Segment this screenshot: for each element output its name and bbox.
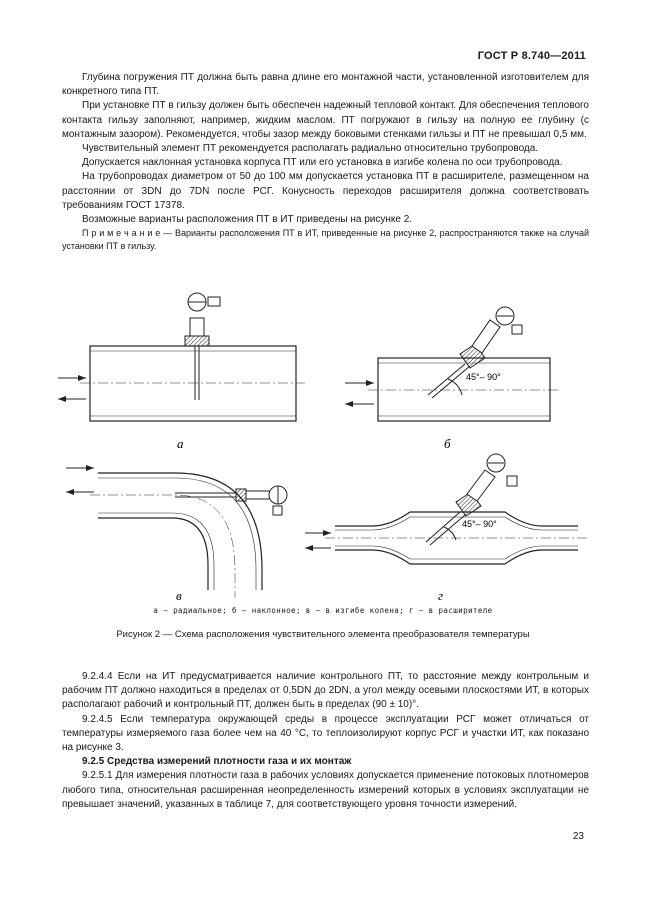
label-b: б xyxy=(444,436,451,451)
paragraph: 9.2.4.5 Если температура окружающей среды в процессе эксплуатации РСГ может отличаться от температуры измеряемого газа более чем на 40 °С, то теплоизолируют корпус РСГ и участки ИТ, как показано на рисунке 3. xyxy=(62,713,589,754)
angle-b: 45°– 90° xyxy=(466,372,501,382)
variant-b-pipe xyxy=(368,358,560,421)
paragraph: 9.2.5.1 Для измерения плотности газа в рабочих условиях допускается применение потоковых плотномеров любого типа, относительная расширенная неопределенность измерений которых в условиях эксплуатации не превышает значений, указанных в таблице 7, для соответствующего уровня точности измерений. xyxy=(62,770,589,810)
paragraph: Глубина погружения ПТ должна быть равна длине его монтажной части, установленной изготовителем для конкретного типа ПТ. xyxy=(62,72,589,98)
paragraph: Чувствительный элемент ПТ рекомендуется располагать радиально относительно трубопровода. xyxy=(82,143,539,155)
note-text: — Варианты расположения ПТ в ИТ, приведенные на рисунке 2, распространяются также на случай установки ПТ в гильзу. xyxy=(62,228,589,251)
body-text-bottom xyxy=(62,670,589,812)
paragraph: 9.2.4.4 Если на ИТ предусматривается наличие контрольного ПТ, то расстояние между контрольным и рабочим ПТ должно находиться в пределах от 0,5DN до 2DN, а угол между осевыми плоскостями ИТ, в которых располагают рабочий и контрольный ПТ, должен быть в пределах (90 ± 10)°. xyxy=(62,671,589,711)
paragraph: При установке ПТ в гильзу должен быть обеспечен надежный тепловой контакт. Для обеспечения теплового контакта гильзу заполняют, например, жидким маслом. ПТ погружают в гильзу на полную ее глубину (с монтажным зазором). Рекомендуется, чтобы зазор между боковыми стенками гильзы и ПТ не превышал 0,5 мм. xyxy=(62,100,589,140)
body-text-top xyxy=(62,71,589,252)
section-title: 9.2.5 Средства измерений плотности газа и их монтаж xyxy=(82,756,352,768)
figure-caption: Рисунок 2 — Схема расположения чувствительного элемента преобразователя температуры xyxy=(116,629,530,640)
angle-g: 45°– 90° xyxy=(462,519,497,529)
variant-v-sensor xyxy=(175,486,287,515)
document-header: ГОСТ Р 8.740—2011 xyxy=(477,50,586,62)
paragraph: На трубопроводах диаметром от 50 до 100 мм допускается установка ПТ в расширителе, размещенном на расстоянии от 3DN до 7DN после РСГ. Конусность переходов расширителя должна соответствовать требованиям ГОСТ 17378. xyxy=(62,171,589,211)
label-g: г xyxy=(438,588,444,603)
note-prefix: П р и м е ч а н и е xyxy=(82,228,161,239)
note xyxy=(62,227,589,252)
label-a: а xyxy=(177,436,184,451)
label-v: в xyxy=(176,588,182,603)
paragraph: Допускается наклонная установка корпуса ПТ или его установка в изгибе колена по оси трубопровода. xyxy=(82,157,563,169)
figure-2-diagram xyxy=(0,280,646,630)
page-number: 23 xyxy=(572,831,584,842)
variant-g-pipe xyxy=(325,512,588,564)
figure-legend: а — радиальное; б — наклонное; в — в изгибе колена; г — в расширителе xyxy=(153,606,493,615)
variant-a-pipe xyxy=(80,346,305,421)
variant-g-sensor xyxy=(426,454,517,545)
paragraph: Возможные варианты расположения ПТ в ИТ приведены на рисунке 2. xyxy=(82,214,413,226)
